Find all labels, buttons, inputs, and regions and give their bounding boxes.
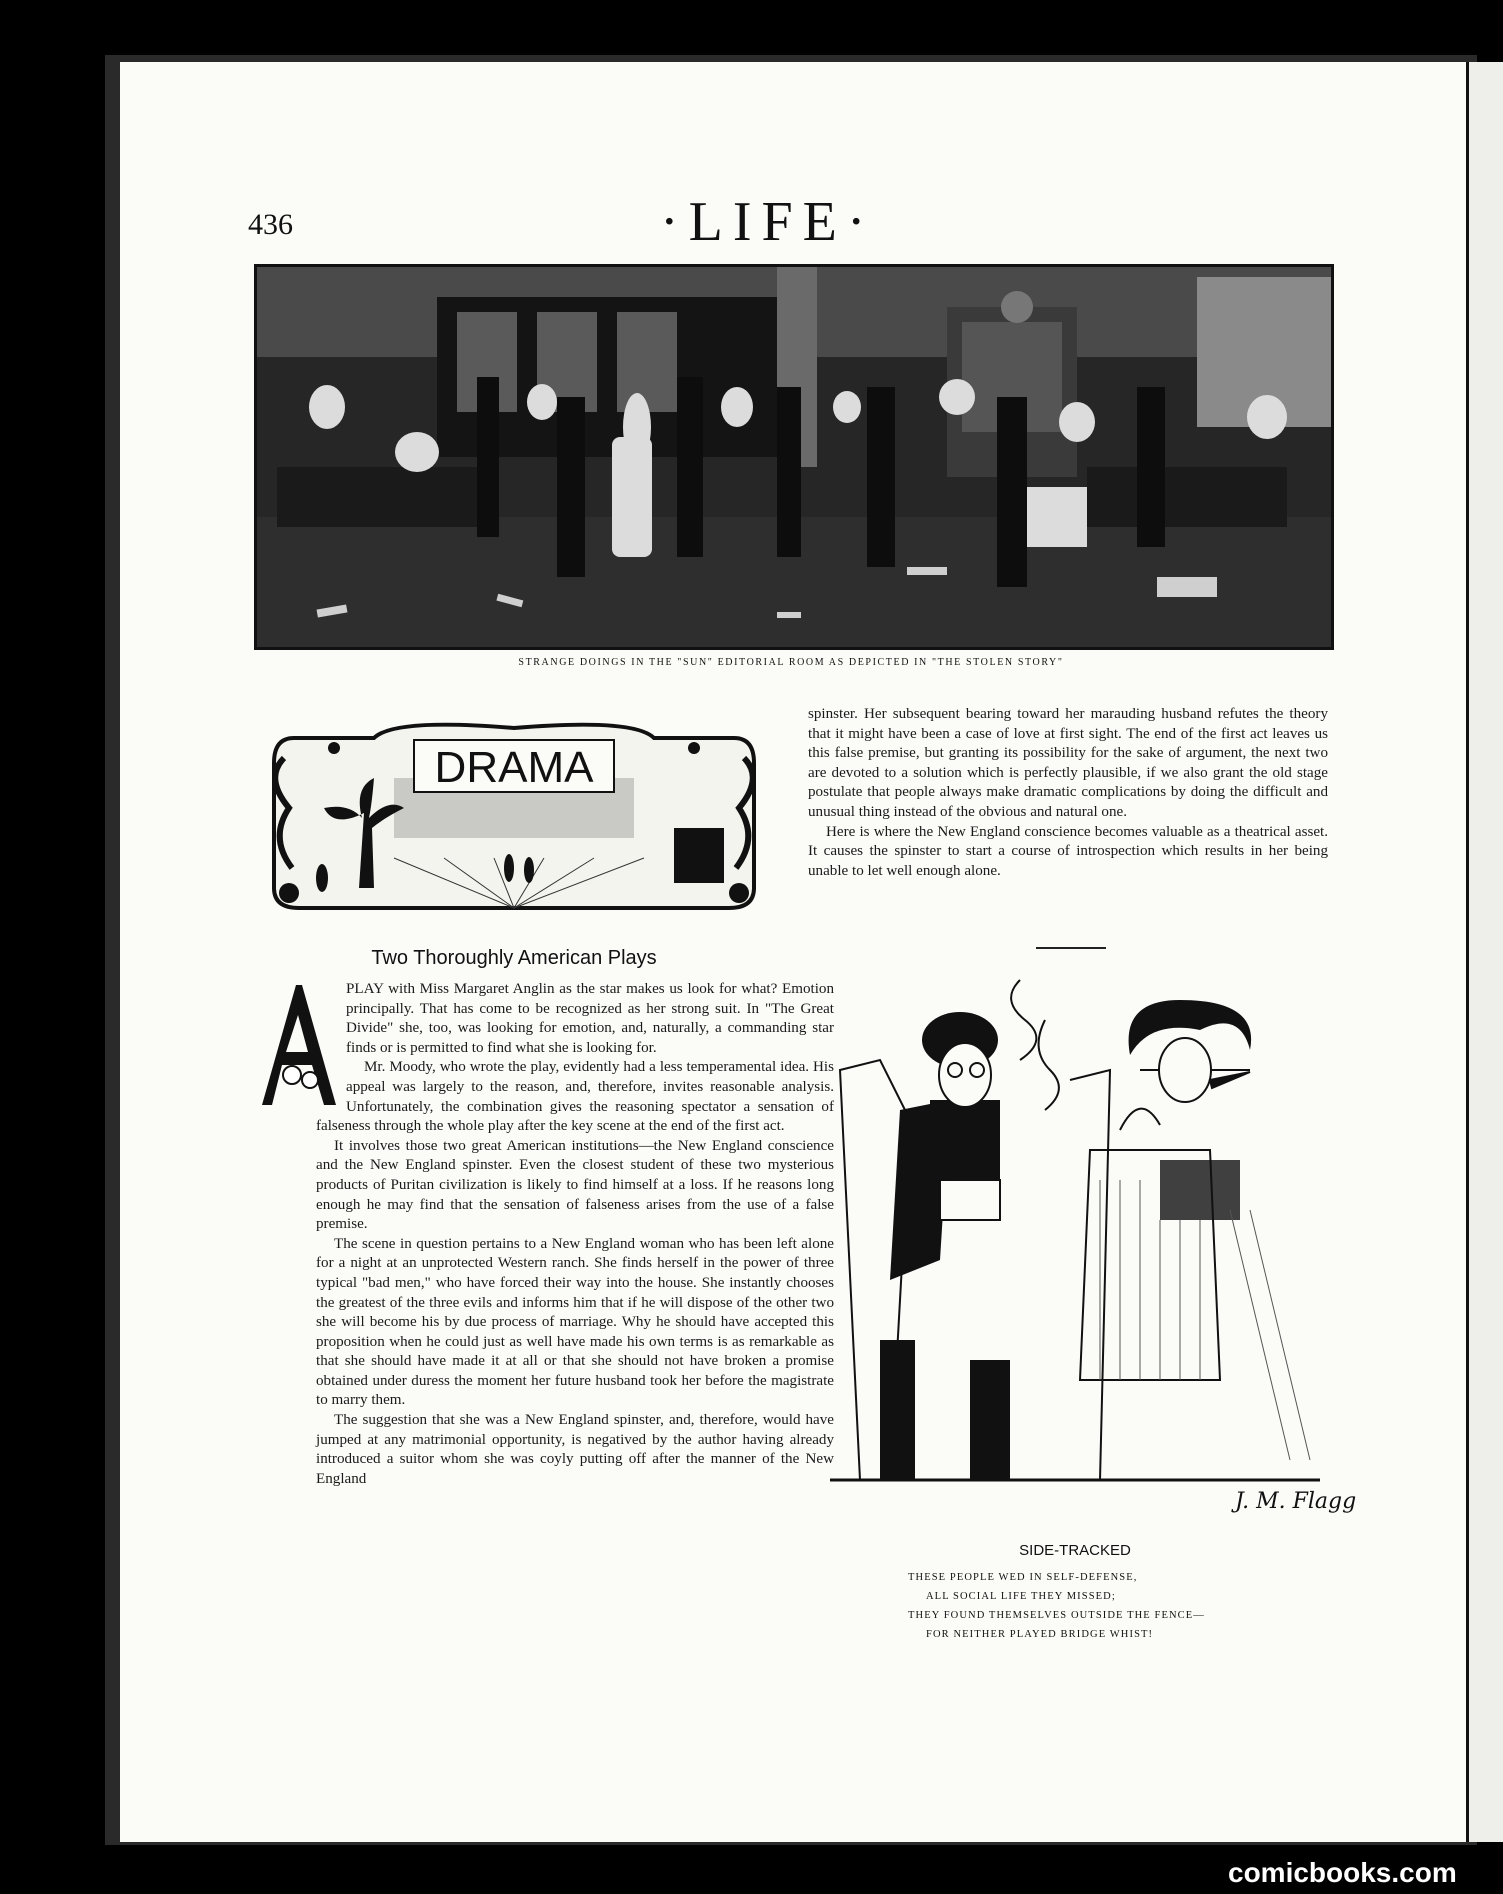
drama-banner-label: DRAMA <box>434 743 594 792</box>
cartoon-title: SIDE-TRACKED <box>1019 1542 1131 1559</box>
section-divider <box>1036 947 1106 949</box>
masthead-title: ·LIFE· <box>660 191 876 253</box>
verse-line: THEY FOUND THEMSELVES OUTSIDE THE FENCE— <box>908 1610 1205 1621</box>
site-watermark: comicbooks.com <box>1228 1857 1457 1888</box>
article-paragraph: spinster. Her subsequent bearing toward her marauding husband refutes the theory that it might have been a case of love at first sight. The end of the first act leaves us this false premise, but granting its possibility for the sake of argument, the next two are devoted to a solution which is perfectly plausible, if we also grant the old stage postulate that people always make dramatic complications by doing the difficult and unusual thing instead of the obvious and natural one. <box>808 706 1328 820</box>
article-paragraph: The scene in question pertains to a New England woman who has been left alone for a night at an unprotected Western ranch. She finds herself in the power of three typical "bad men," who have forced their way into the house. She instantly chooses the greatest of the three evils and informs him that if he will dispose of the other two she will become his by due process of marriage. Why he should have accepted this proposition when he could just as well have made his own terms is as remarkable as that she should have made it at all or that she should not have broken a promise obtained under duress the moment her future husband took her before the magistrate to marry them. <box>316 1235 834 1409</box>
article-column-left <box>252 980 834 1489</box>
article-paragraph: PLAY with Miss Margaret Anglin as the star makes us look for what? Emotion principally. That has come to be recognized as her strong suit. In "The Great Divide" she, too, was looking for emotion, and, naturally, a commanding star finds or is permitted to find what she is looking for. <box>346 981 834 1056</box>
article-column-right <box>808 705 1328 881</box>
cartoon-verse <box>908 1568 1248 1644</box>
decorative-dropcap <box>252 980 340 1110</box>
drama-banner <box>254 718 774 918</box>
photo-caption: STRANGE DOINGS IN THE "SUN" EDITORIAL ROOM AS DEPICTED IN "THE STOLEN STORY" <box>518 657 1064 668</box>
artist-signature: J. M. Flagg <box>1235 1489 1357 1514</box>
cartoon-illustration <box>820 960 1357 1520</box>
dropcap-letter: A <box>295 1108 297 1109</box>
stage-photo <box>254 264 1334 650</box>
article-paragraph: Mr. Moody, who wrote the play, evidently had a less temperamental idea. His appeal was largely to the reason, and, therefore, invites reasonable analysis. Unfortunately, the combination gives the reasoning spectator a sensation of falseness through the whole play after the key scene at the end of the first act. <box>316 1059 834 1135</box>
article-paragraph: Here is where the New England conscience becomes valuable as a theatrical asset. It causes the spinster to start a course of introspection which results in her being unable to let well enough alone. <box>808 823 1328 879</box>
page-number: 436 <box>248 208 293 241</box>
article-title: Two Thoroughly American Plays <box>371 947 657 969</box>
verse-line: ALL SOCIAL LIFE THEY MISSED; <box>926 1591 1116 1602</box>
facing-page-strip <box>1466 62 1503 1842</box>
verse-line: THESE PEOPLE WED IN SELF-DEFENSE, <box>908 1572 1138 1583</box>
verse-line: FOR NEITHER PLAYED BRIDGE WHIST! <box>926 1629 1154 1640</box>
article-paragraph: It involves those two great American institutions—the New England conscience and the New England spinster. Even the closest student of these two mysterious products of Puritan civilization is likely to find himself at a loss. If he reasons long enough he may find that the sensation of falseness arises from the use of a false premise. <box>316 1137 834 1233</box>
article-paragraph: The suggestion that she was a New England spinster, and, therefore, would have jumped at any matrimonial opportunity, is negatived by the author having already introduced a suitor whom she was coyly putting off after the manner of the New England <box>316 1412 834 1487</box>
